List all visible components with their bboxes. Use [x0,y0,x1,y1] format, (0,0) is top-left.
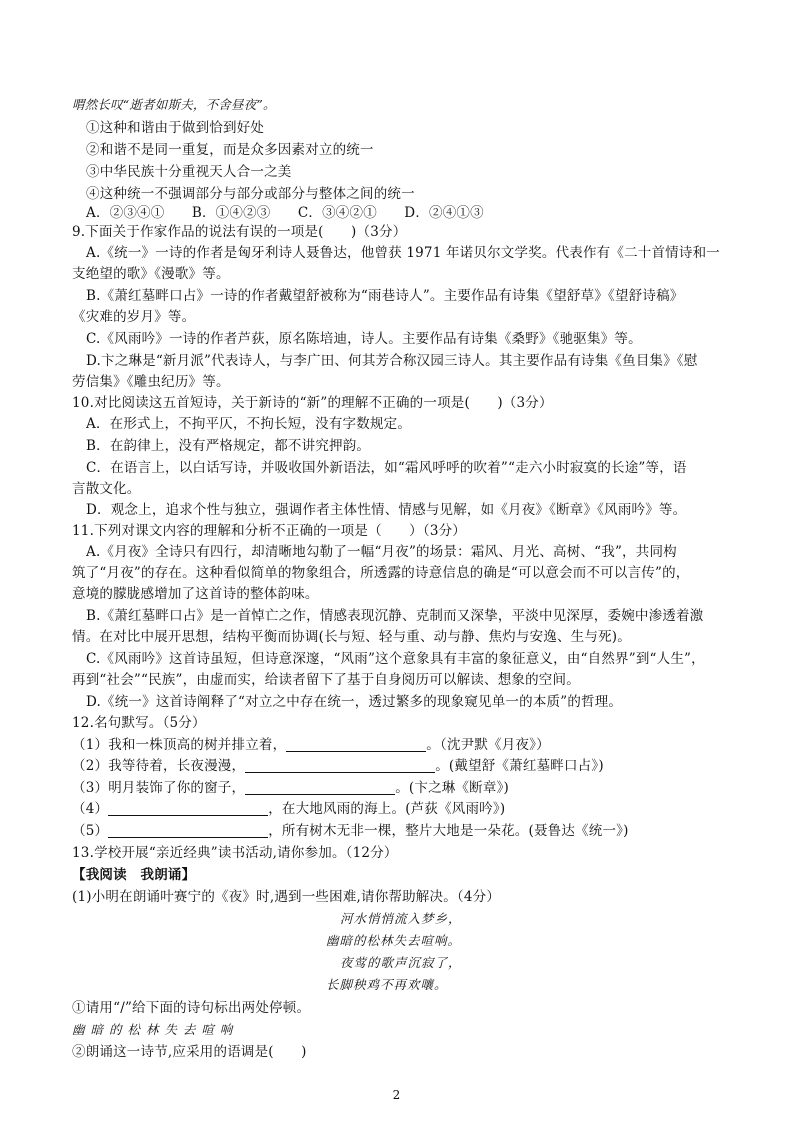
option-b: B.《萧红墓畔口占》一诗的作者戴望舒被称为“雨巷诗人”。主要作品有诗集《望舒草》《望舒诗稿》 [86,288,684,304]
poem-line: 夜莺的歌声沉寂了， [340,955,462,970]
text-line: 喟然长叹“逝者如斯夫，不舍昼夜”。 [72,97,276,112]
option-b-cont: 情。在对比中展开思想，结构平衡而协调(长与短、轻与重、动与静、焦灼与安逸、生与死)。 [72,629,631,645]
option-c: C.《风雨吟》一诗的作者芦荻，原名陈培迪，诗人。主要作品有诗集《桑野》《驰驱集》等。 [86,331,642,347]
fill-blank-prompt: （5） [72,823,109,839]
page-number: 2 [392,1088,401,1102]
blank-line[interactable] [245,780,395,795]
fill-blank-5 [72,821,629,841]
poem-line: 河水悄悄流入梦乡， [340,911,462,926]
option-line: ④这种统一不强调部分与部分或部分与整体之间的统一 [86,186,415,202]
option-a-cont: 意境的朦胧感增加了这首诗的整体韵味。 [72,586,319,602]
option-a: A.《统一》一诗的作者是匈牙利诗人聂鲁达，他曾获 1971 年诺贝尔文学奖。代表作有《二十首情诗和一 [86,245,720,261]
option-d: D.《统一》这首诗阐释了“对立之中存在统一，透过繁多的现象窥见单一的本质”的哲理。 [86,694,623,710]
question-10: 10.对比阅读这五首短诗，关于新诗的“新”的理解不正确的一项是( )（3分） [72,395,553,411]
blank-line[interactable] [245,758,435,773]
sub-question-1: (1)小明在朗诵叶赛宁的《夜》时,遇到一些困难,请你帮助解决。（4分） [72,889,501,905]
sub-question-step-1: ①请用“/”给下面的诗句标出两处停顿。 [72,1000,311,1016]
fill-blank-4 [72,799,505,819]
option-d: D.卞之琳是“新月派”代表诗人，与李广田、何其芳合称汉园三诗人。其主要作品有诗集《鱼目集》《慰 [86,353,698,369]
option-d-cont: 劳信集》《雕虫纪历》等。 [72,374,230,390]
fill-blank-source: ，在大地风雨的海上。(芦荻《风雨吟》) [268,801,506,817]
option-line: ③中华民族十分重视天人合一之美 [86,164,292,180]
option-b: B．在韵律上，没有严格规定，都不讲究押韵。 [86,438,371,454]
option-a: A．在形式上，不拘平仄，不拘长短，没有字数规定。 [86,416,412,432]
option-b: B.《萧红墓畔口占》是一首悼亡之作，情感表现沉静、克制而又深挚，平淡中见深厚，委婉中渗透着激 [86,608,704,624]
question-9: 9.下面关于作家作品的说法有误的一项是( )（3分） [72,224,407,240]
option-c-cont: 言散文化。 [72,481,141,497]
fill-blank-prompt: （4） [72,801,109,817]
blank-line[interactable] [108,823,268,838]
fill-blank-1 [72,735,550,755]
option-a-cont: 支绝望的歌》《漫歌》等。 [72,266,230,282]
option-c: C．在语言上，以白话写诗，并吸收国外新语法，如“霜风呼呼的吹着”“走六小时寂寞的长途”等，语 [86,460,687,476]
option-c-cont: 再到“社会”“民族”，由虚而实，给读者留下了基于自身阅历可以解读、想象的空间。 [72,672,580,688]
fill-blank-source: 。（沈尹默《月夜》） [426,737,550,753]
poem-line: 长脚秧鸡不再欢嚷。 [326,977,448,992]
fill-blank-source: 。(卞之琳《断章》) [395,780,509,796]
fill-blank-3 [72,778,509,798]
option-a-cont: 筑了“月夜”的存在。这种看似简单的物象组合，所透露的诗意信息的确是“可以意会而不可以言传”的， [72,565,690,581]
poem-line: 幽暗的松林失去喧响。 [326,933,462,948]
poem-line-to-mark[interactable]: 幽 暗 的 松 林 失 去 喧 响 [72,1022,234,1037]
sub-question-step-2: ②朗诵这一诗节,应采用的语调是( ) [72,1044,307,1060]
fill-blank-source: 。(戴望舒《萧红墓畔口占》) [435,758,604,774]
option-line: ①这种和谐由于做到恰到好处 [86,120,265,136]
fill-blank-source: ，所有树木无非一棵，整片大地是一朵花。(聂鲁达《统一》) [268,823,629,839]
option-a: A.《月夜》全诗只有四行，却清晰地勾勒了一幅“月夜”的场景：霜风、月光、高树、“我”，共同构 [86,544,677,560]
section-heading: 【我阅读 我朗诵】 [72,867,196,883]
fill-blank-prompt: （1）我和一株顶高的树并排立着， [72,737,287,753]
question-12: 12.名句默写。（5分） [72,715,206,731]
question-13: 13.学校开展“亲近经典”读书活动,请你参加。（12分） [72,845,398,861]
fill-blank-prompt: （2）我等待着，长夜漫漫， [72,758,246,774]
question-11: 11.下列对课文内容的理解和分析不正确的一项是（ ）（3分） [72,523,467,539]
option-line: ②和谐不是同一重复，而是众多因素对立的统一 [86,142,374,158]
option-b-cont: 《灾难的岁月》等。 [72,309,196,325]
answer-choices: A．②③④① B．①④②③ C．③④②① D．②④①③ [86,205,484,221]
blank-line[interactable] [108,801,268,816]
fill-blank-prompt: （3）明月装饰了你的窗子， [72,780,246,796]
option-d: D．观念上，追求个性与独立，强调作者主体性情、情感与见解，如《月夜》《断章》《风雨吟》等。 [86,502,687,518]
blank-line[interactable] [286,737,426,752]
option-c: C.《风雨吟》这首诗虽短，但诗意深邃，“风雨”这个意象具有丰富的象征意义，由“自然界”到“人生”， [86,651,705,667]
fill-blank-2 [72,756,604,776]
